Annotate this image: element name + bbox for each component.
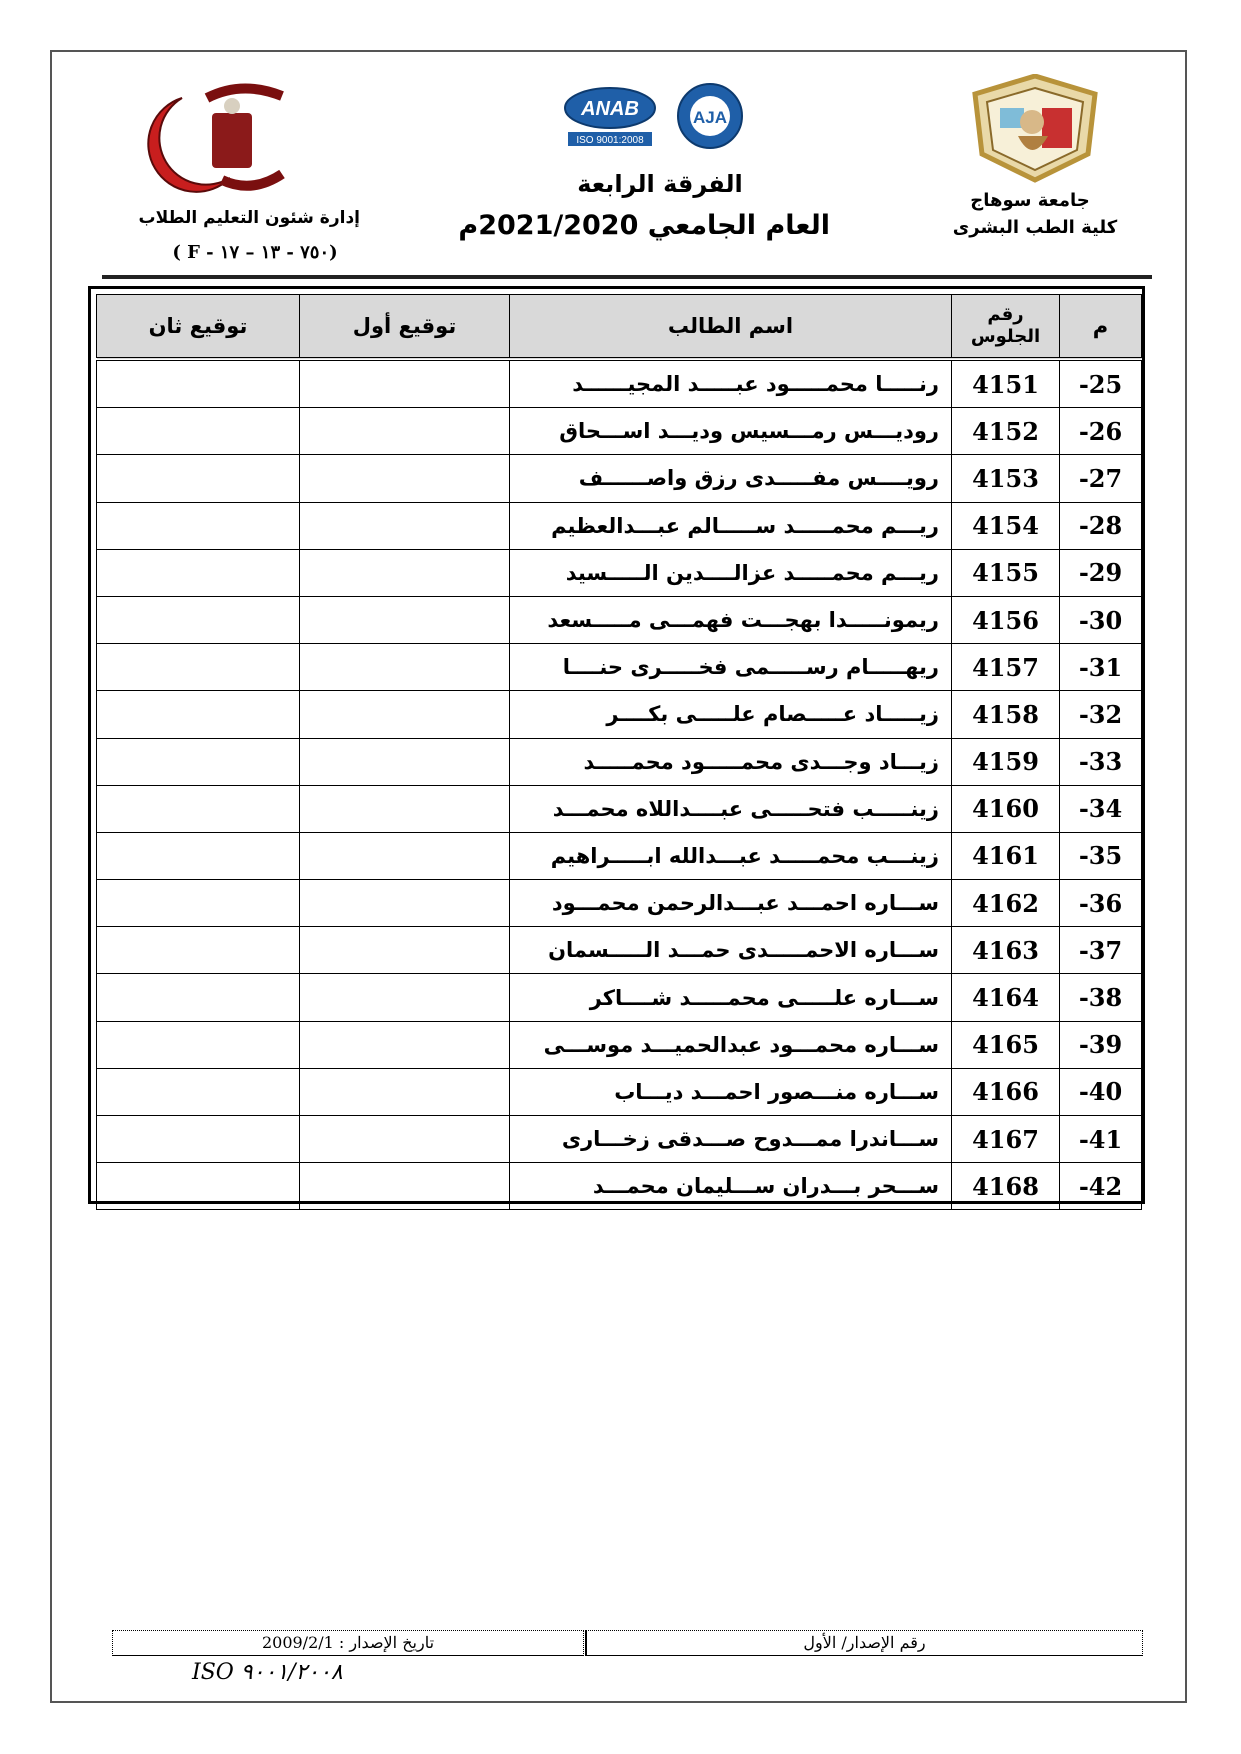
row-student-name: ســـاره الاحمـــــدى حمـــد الـــــسمان <box>510 927 952 974</box>
row-index: -42 <box>1060 1163 1142 1210</box>
row-index: -38 <box>1060 974 1142 1021</box>
row-student-name: ســـاره محمـــود عبدالحميـــد موســـى <box>510 1021 952 1068</box>
table-row <box>97 549 1142 596</box>
row-seat-number: 4162 <box>952 880 1060 927</box>
row-seat-number: 4167 <box>952 1116 1060 1163</box>
row-signature-first <box>300 1068 510 1115</box>
row-student-name: ريـــم محمـــــد عزالــــدين الـــــسيد <box>510 549 952 596</box>
aja-text: AJA <box>692 108 728 127</box>
row-signature-second <box>97 880 300 927</box>
row-signature-second <box>97 1116 300 1163</box>
row-index: -35 <box>1060 832 1142 879</box>
row-signature-first <box>300 455 510 502</box>
table-row <box>97 455 1142 502</box>
row-signature-first <box>300 927 510 974</box>
row-signature-second <box>97 927 300 974</box>
row-signature-second <box>97 738 300 785</box>
row-seat-number: 4158 <box>952 691 1060 738</box>
row-index: -25 <box>1060 359 1142 408</box>
faculty-logo <box>112 78 312 198</box>
row-seat-number: 4166 <box>952 1068 1060 1115</box>
col-header-sig2: توقيع ثان <box>97 295 300 360</box>
row-seat-number: 4153 <box>952 455 1060 502</box>
row-index: -31 <box>1060 644 1142 691</box>
row-signature-first <box>300 408 510 455</box>
row-signature-first <box>300 359 510 408</box>
header-divider <box>102 275 1152 279</box>
table-header-row <box>97 295 1142 360</box>
row-signature-first <box>300 1163 510 1210</box>
row-index: -40 <box>1060 1068 1142 1115</box>
row-student-name: روديـــس رمـــسيس وديـــد اســـحاق <box>510 408 952 455</box>
row-seat-number: 4157 <box>952 644 1060 691</box>
table-row <box>97 1116 1142 1163</box>
table-row <box>97 359 1142 408</box>
row-index: -27 <box>1060 455 1142 502</box>
university-name: جامعة سوهاج <box>970 190 1090 211</box>
grade-title: الفرقة الرابعة <box>577 170 743 198</box>
row-signature-first <box>300 691 510 738</box>
row-index: -41 <box>1060 1116 1142 1163</box>
row-signature-first <box>300 738 510 785</box>
table-row <box>97 880 1142 927</box>
students-table-frame <box>88 286 1145 1204</box>
row-seat-number: 4165 <box>952 1021 1060 1068</box>
row-student-name: زينـــــب فتحـــــى عبــــداللاه محمـــد <box>510 785 952 832</box>
row-signature-first <box>300 502 510 549</box>
row-student-name: ريمونـــــدا بهجـــت فهمـــى مـــــسعد <box>510 596 952 643</box>
row-signature-first <box>300 644 510 691</box>
row-seat-number: 4160 <box>952 785 1060 832</box>
row-signature-second <box>97 1021 300 1068</box>
row-seat-number: 4151 <box>952 359 1060 408</box>
row-index: -39 <box>1060 1021 1142 1068</box>
row-seat-number: 4159 <box>952 738 1060 785</box>
row-index: -37 <box>1060 927 1142 974</box>
row-student-name: ريـــم محمـــــد ســـــالم عبـــدالعظيم <box>510 502 952 549</box>
department-name: إدارة شئون التعليم الطلاب <box>138 208 360 228</box>
row-signature-second <box>97 359 300 408</box>
row-student-name: زينـــب محمـــــد عبـــدالله ابـــــراهيم <box>510 832 952 879</box>
row-signature-second <box>97 408 300 455</box>
row-student-name: ســـحر بـــدران ســـليمان محمـــد <box>510 1163 952 1210</box>
col-header-name: اسم الطالب <box>510 295 952 360</box>
row-signature-second <box>97 644 300 691</box>
row-student-name: رويــــس مفـــــدى رزق واصــــــف <box>510 455 952 502</box>
issue-date: تاريخ الإصدار : 2009/2/1 <box>112 1630 584 1656</box>
table-row <box>97 785 1142 832</box>
row-signature-first <box>300 1021 510 1068</box>
row-signature-first <box>300 974 510 1021</box>
row-signature-second <box>97 1068 300 1115</box>
students-table <box>96 294 1142 1210</box>
row-index: -29 <box>1060 549 1142 596</box>
table-row <box>97 408 1142 455</box>
row-signature-second <box>97 832 300 879</box>
row-signature-second <box>97 785 300 832</box>
university-seal-logo <box>970 74 1100 184</box>
row-seat-number: 4152 <box>952 408 1060 455</box>
row-signature-first <box>300 880 510 927</box>
table-row <box>97 502 1142 549</box>
row-signature-first <box>300 832 510 879</box>
table-row <box>97 1068 1142 1115</box>
row-seat-number: 4161 <box>952 832 1060 879</box>
table-row <box>97 644 1142 691</box>
issue-number: رقم الإصدار/ الأول <box>585 1630 1143 1656</box>
row-student-name: ســـاره احمـــد عبـــدالرحمن محمـــود <box>510 880 952 927</box>
row-signature-second <box>97 1163 300 1210</box>
row-student-name: ريهـــــام رســـــمى فخـــــرى حنــــا <box>510 644 952 691</box>
row-seat-number: 4154 <box>952 502 1060 549</box>
row-index: -33 <box>1060 738 1142 785</box>
row-signature-second <box>97 549 300 596</box>
iso-reference: ISO ٩٠٠١/٢٠٠٨ <box>192 1660 343 1685</box>
row-index: -36 <box>1060 880 1142 927</box>
form-code: ( F - ٧٥٠ - ١٣ – ١٧) <box>172 242 338 263</box>
row-seat-number: 4163 <box>952 927 1060 974</box>
row-signature-second <box>97 691 300 738</box>
row-seat-number: 4156 <box>952 596 1060 643</box>
table-row <box>97 738 1142 785</box>
row-student-name: ســـاره منـــصور احمـــد ديـــاب <box>510 1068 952 1115</box>
table-row <box>97 1021 1142 1068</box>
iso-accreditation-logo <box>560 80 760 160</box>
row-index: -32 <box>1060 691 1142 738</box>
row-signature-first <box>300 1116 510 1163</box>
col-header-sig1: توقيع أول <box>300 295 510 360</box>
table-row <box>97 691 1142 738</box>
col-header-seat: رقم الجلوس <box>952 295 1060 360</box>
anab-text: ANAB <box>581 98 639 120</box>
row-signature-second <box>97 596 300 643</box>
table-row <box>97 927 1142 974</box>
row-signature-second <box>97 502 300 549</box>
row-index: -30 <box>1060 596 1142 643</box>
row-signature-first <box>300 596 510 643</box>
row-signature-first <box>300 785 510 832</box>
table-row <box>97 1163 1142 1210</box>
row-signature-first <box>300 549 510 596</box>
row-seat-number: 4164 <box>952 974 1060 1021</box>
row-student-name: زيـــاد وجـــدى محمـــــود محمـــــد <box>510 738 952 785</box>
col-header-index: م <box>1060 295 1142 360</box>
row-index: -26 <box>1060 408 1142 455</box>
table-row <box>97 596 1142 643</box>
table-row <box>97 832 1142 879</box>
faculty-name: كلية الطب البشرى <box>952 217 1118 238</box>
row-student-name: ســـاره علـــــى محمـــــد شــــاكر <box>510 974 952 1021</box>
row-index: -34 <box>1060 785 1142 832</box>
table-row <box>97 974 1142 1021</box>
row-seat-number: 4155 <box>952 549 1060 596</box>
row-student-name: ســـاندرا ممـــدوح صـــدقى زخـــارى <box>510 1116 952 1163</box>
row-index: -28 <box>1060 502 1142 549</box>
row-seat-number: 4168 <box>952 1163 1060 1210</box>
row-student-name: رنـــــا محمـــــود عبـــــد المجيــــــد <box>510 359 952 408</box>
row-signature-second <box>97 455 300 502</box>
academic-year-title: العام الجامعي 2021/2020م <box>458 210 830 241</box>
row-signature-second <box>97 974 300 1021</box>
row-student-name: زيـــــاد عـــــصام علـــــى بكــــر <box>510 691 952 738</box>
iso-logo-text: ISO 9001:2008 <box>576 135 644 146</box>
